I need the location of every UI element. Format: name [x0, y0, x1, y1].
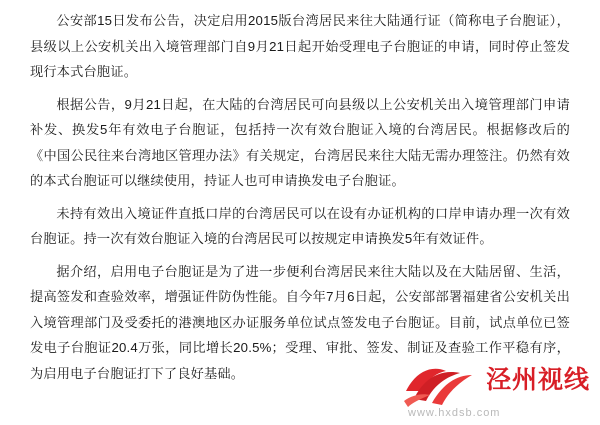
paragraph-3: 未持有效出入境证件直抵口岸的台湾居民可以在设有办证机构的口岸申请办理一次有效台胞证。持一次有效台胞证入境的台湾居民可以按规定申请换发5年有效证件。: [30, 205, 570, 246]
paragraph-4: 据介绍，启用电子台胞证是为了进一步便利台湾居民来往大陆以及在大陆居留、生活，提高签发和查验效率，增强证件防伪性能。自今年7月6日起，公安部部署福建省公安机关出入境管理部门及受委托的港澳地区办证服务单位试点签发电子台胞证。目前，试点单位已签发电子台胞证20.4万张，同比增长20.5%；受理、审批、签发、制证及查验工作平稳有序，为启用电子台胞证打下了良好基础。: [30, 263, 570, 381]
paragraph-1: 公安部15日发布公告，决定启用2015版台湾居民来往大陆通行证（简称电子台胞证），县级以上公安机关出入境管理部门自9月21日起开始受理电子台胞证的申请，同时停止签发现行本式台胞证。: [30, 13, 570, 79]
watermark-url: www.hxdsb.com: [408, 407, 501, 419]
watermark: [402, 359, 592, 421]
article-body: [30, 8, 570, 393]
red-ribbon-logo-icon: [402, 361, 476, 409]
watermark-brand: 泾州视线: [485, 366, 590, 394]
paragraph-2: 根据公告，9月21日起，在大陆的台湾居民可向县级以上公安机关出入境管理部门申请补发、换发5年有效电子台胞证，包括持一次有效台胞证入境的台湾居民。根据修改后的《中国公民往来台湾地区管理办法》有关规定，台湾居民来往大陆无需办理签注。仍然有效的本式台胞证可以继续使用，持证人也可申请换发电子台胞证。: [30, 96, 570, 188]
